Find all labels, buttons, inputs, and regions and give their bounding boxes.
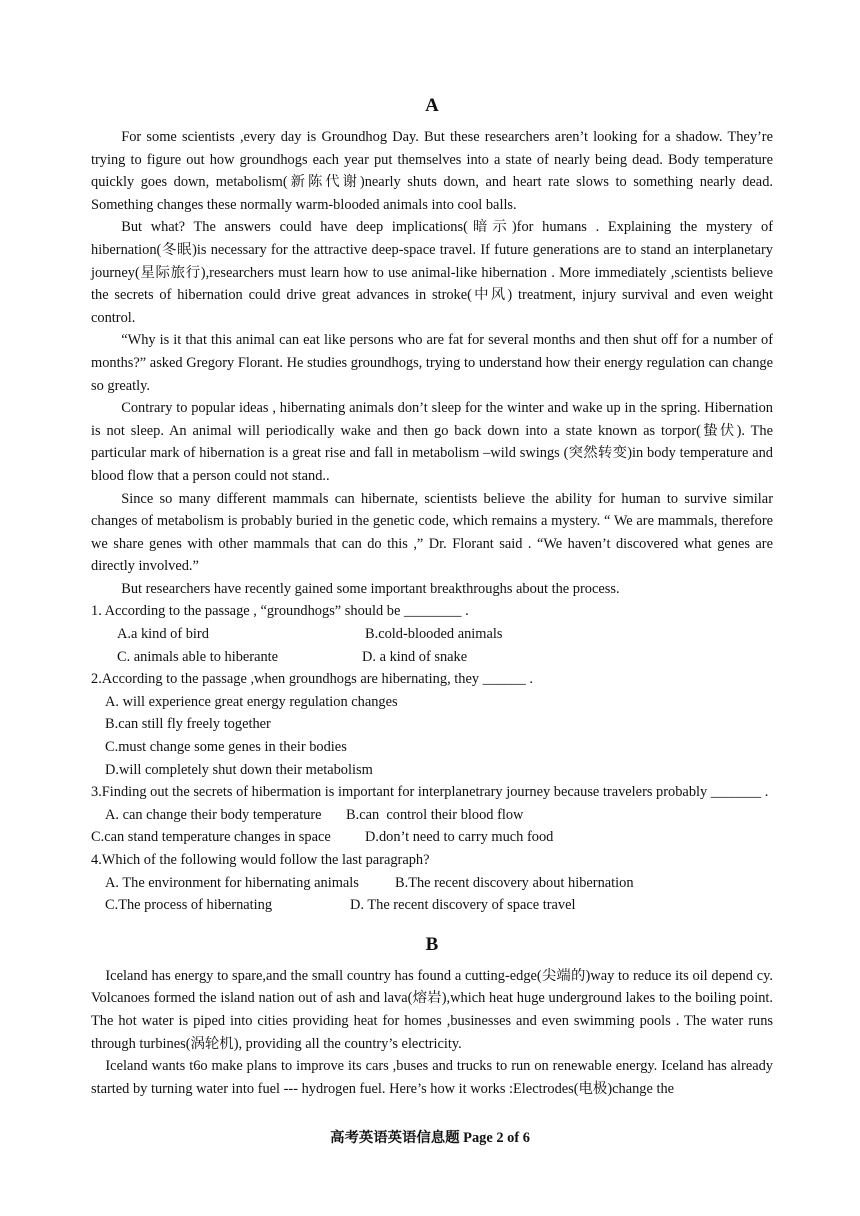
question-4-option-b: B.The recent discovery about hibernation (395, 874, 634, 891)
question-4-option-d: D. The recent discovery of space travel (350, 897, 576, 914)
paragraph-a5: Since so many different mammals can hibernate, scientists believe the ability for human to survive similar changes of metabolism is probably buried in the genetic code, which remains a mystery. “ We are mammals, therefore we share genes with other mammals that can do this ,” Dr. Florant said . “We haven’t discovered what genes are directly involved.” (91, 490, 773, 575)
question-2-option-b: B.can still fly freely together (105, 716, 271, 733)
question-3-stem: 3.Finding out the secrets of hibermation is important for interplanetrary journey because travelers probably _______ . (91, 784, 769, 801)
question-4-option-c: C.The process of hibernating (105, 897, 273, 914)
question-1-stem: 1. According to the passage , “groundhogs” should be ________ . (91, 603, 469, 620)
question-4-options-row-2 (91, 894, 773, 917)
section-b-heading: B (425, 933, 439, 955)
question-3-option-d: D.don’t need to carry much food (365, 829, 554, 846)
question-2-option-a: A. will experience great energy regulation changes (105, 693, 398, 710)
question-4-options-row-1 (91, 872, 773, 895)
paragraph-b2: Iceland wants t6o make plans to improve its cars ,buses and trucks to run on renewable energy. Iceland has already started by turning water into fuel --- hydrogen fuel. Here’s how it works :Electrodes(电极)change the (91, 1058, 773, 1097)
question-1-options-row-1 (91, 623, 773, 646)
section-a-heading: A (425, 95, 439, 116)
question-4-option-a: A. The environment for hibernating animals (105, 874, 359, 891)
question-4-stem: 4.Which of the following would follow the last paragraph? (91, 852, 430, 868)
document-page (91, 92, 773, 1100)
question-1-option-c: C. animals able to hiberante (117, 648, 279, 665)
paragraph-a3: “Why is it that this animal can eat like persons who are fat for several months and then shut off for a number of months?” asked Gregory Florant. He studies groundhogs, trying to understand how their energy regulation can change so greatly. (91, 332, 773, 394)
question-1-options-row-2 (91, 646, 773, 669)
question-3-options-row-2 (91, 826, 773, 849)
paragraph-b1: Iceland has energy to spare,and the small country has found a cutting-edge(尖端的)way to reduce its oil depend cy. Volcanoes formed the island nation out of ash and lava(熔岩),which heat huge underground lakes to the boiling point. The hot water is piped into cities providing heat for homes ,businesses and even swimming pools . The water runs through turbines(涡轮机), providing all the country’s electricity. (91, 967, 773, 1052)
question-1-option-a: A.a kind of bird (117, 626, 209, 643)
question-1-option-b: B.cold-blooded animals (365, 626, 503, 643)
question-2-stem: 2.According to the passage ,when groundhogs are hibernating, they ______ . (91, 671, 534, 688)
question-1-option-d: D. a kind of snake (362, 648, 468, 665)
paragraph-a1: For some scientists ,every day is Groundhog Day. But these researchers aren’t looking for a shadow. They’re trying to figure out how groundhogs each year put themselves into a state of nearly being dead. Body temperature quickly goes down, metabolism(新陈代谢)nearly shuts down, and heart rate slows to something nearly dead. Something changes these normally warm-blooded animals into cool balls. (91, 129, 773, 213)
question-3-options-row-1 (91, 804, 773, 827)
question-3-option-c: C.can stand temperature changes in space (91, 829, 331, 846)
paragraph-a6: But researchers have recently gained some important breakthroughs about the process. (121, 580, 620, 597)
paragraph-a2: But what? The answers could have deep implications(暗示)for humans . Explaining the mystery of hibernation(冬眠)is necessary for the attractive deep-space travel. If future generations are to stand an interplanetary journey(星际旅行),researchers must learn how to use animal-like hibernation . More immediately ,scientists believe the secrets of hibernation could drive great advances in stroke(中风) treatment, injury survival and even weight control. (91, 219, 773, 326)
page-footer: 高考英语英语信息题 Page 2 of 6 (330, 1130, 530, 1146)
question-2-option-d: D.will completely shut down their metabolism (105, 761, 373, 778)
question-2-option-c: C.must change some genes in their bodies (105, 739, 347, 756)
paragraph-a4: Contrary to popular ideas , hibernating animals don’t sleep for the winter and wake up in the spring. Hibernation is not sleep. An animal will periodically wake and then go back down into a state known as torpor(蛰伏). The particular mark of hibernation is a great rise and fall in metabolism –wild swings (突然转变)in body temperature and blood flow that a person could not stand.. (91, 400, 773, 484)
question-3-option-b: B.can control their blood flow (346, 806, 524, 823)
question-3-option-a: A. can change their body temperature (105, 806, 322, 823)
